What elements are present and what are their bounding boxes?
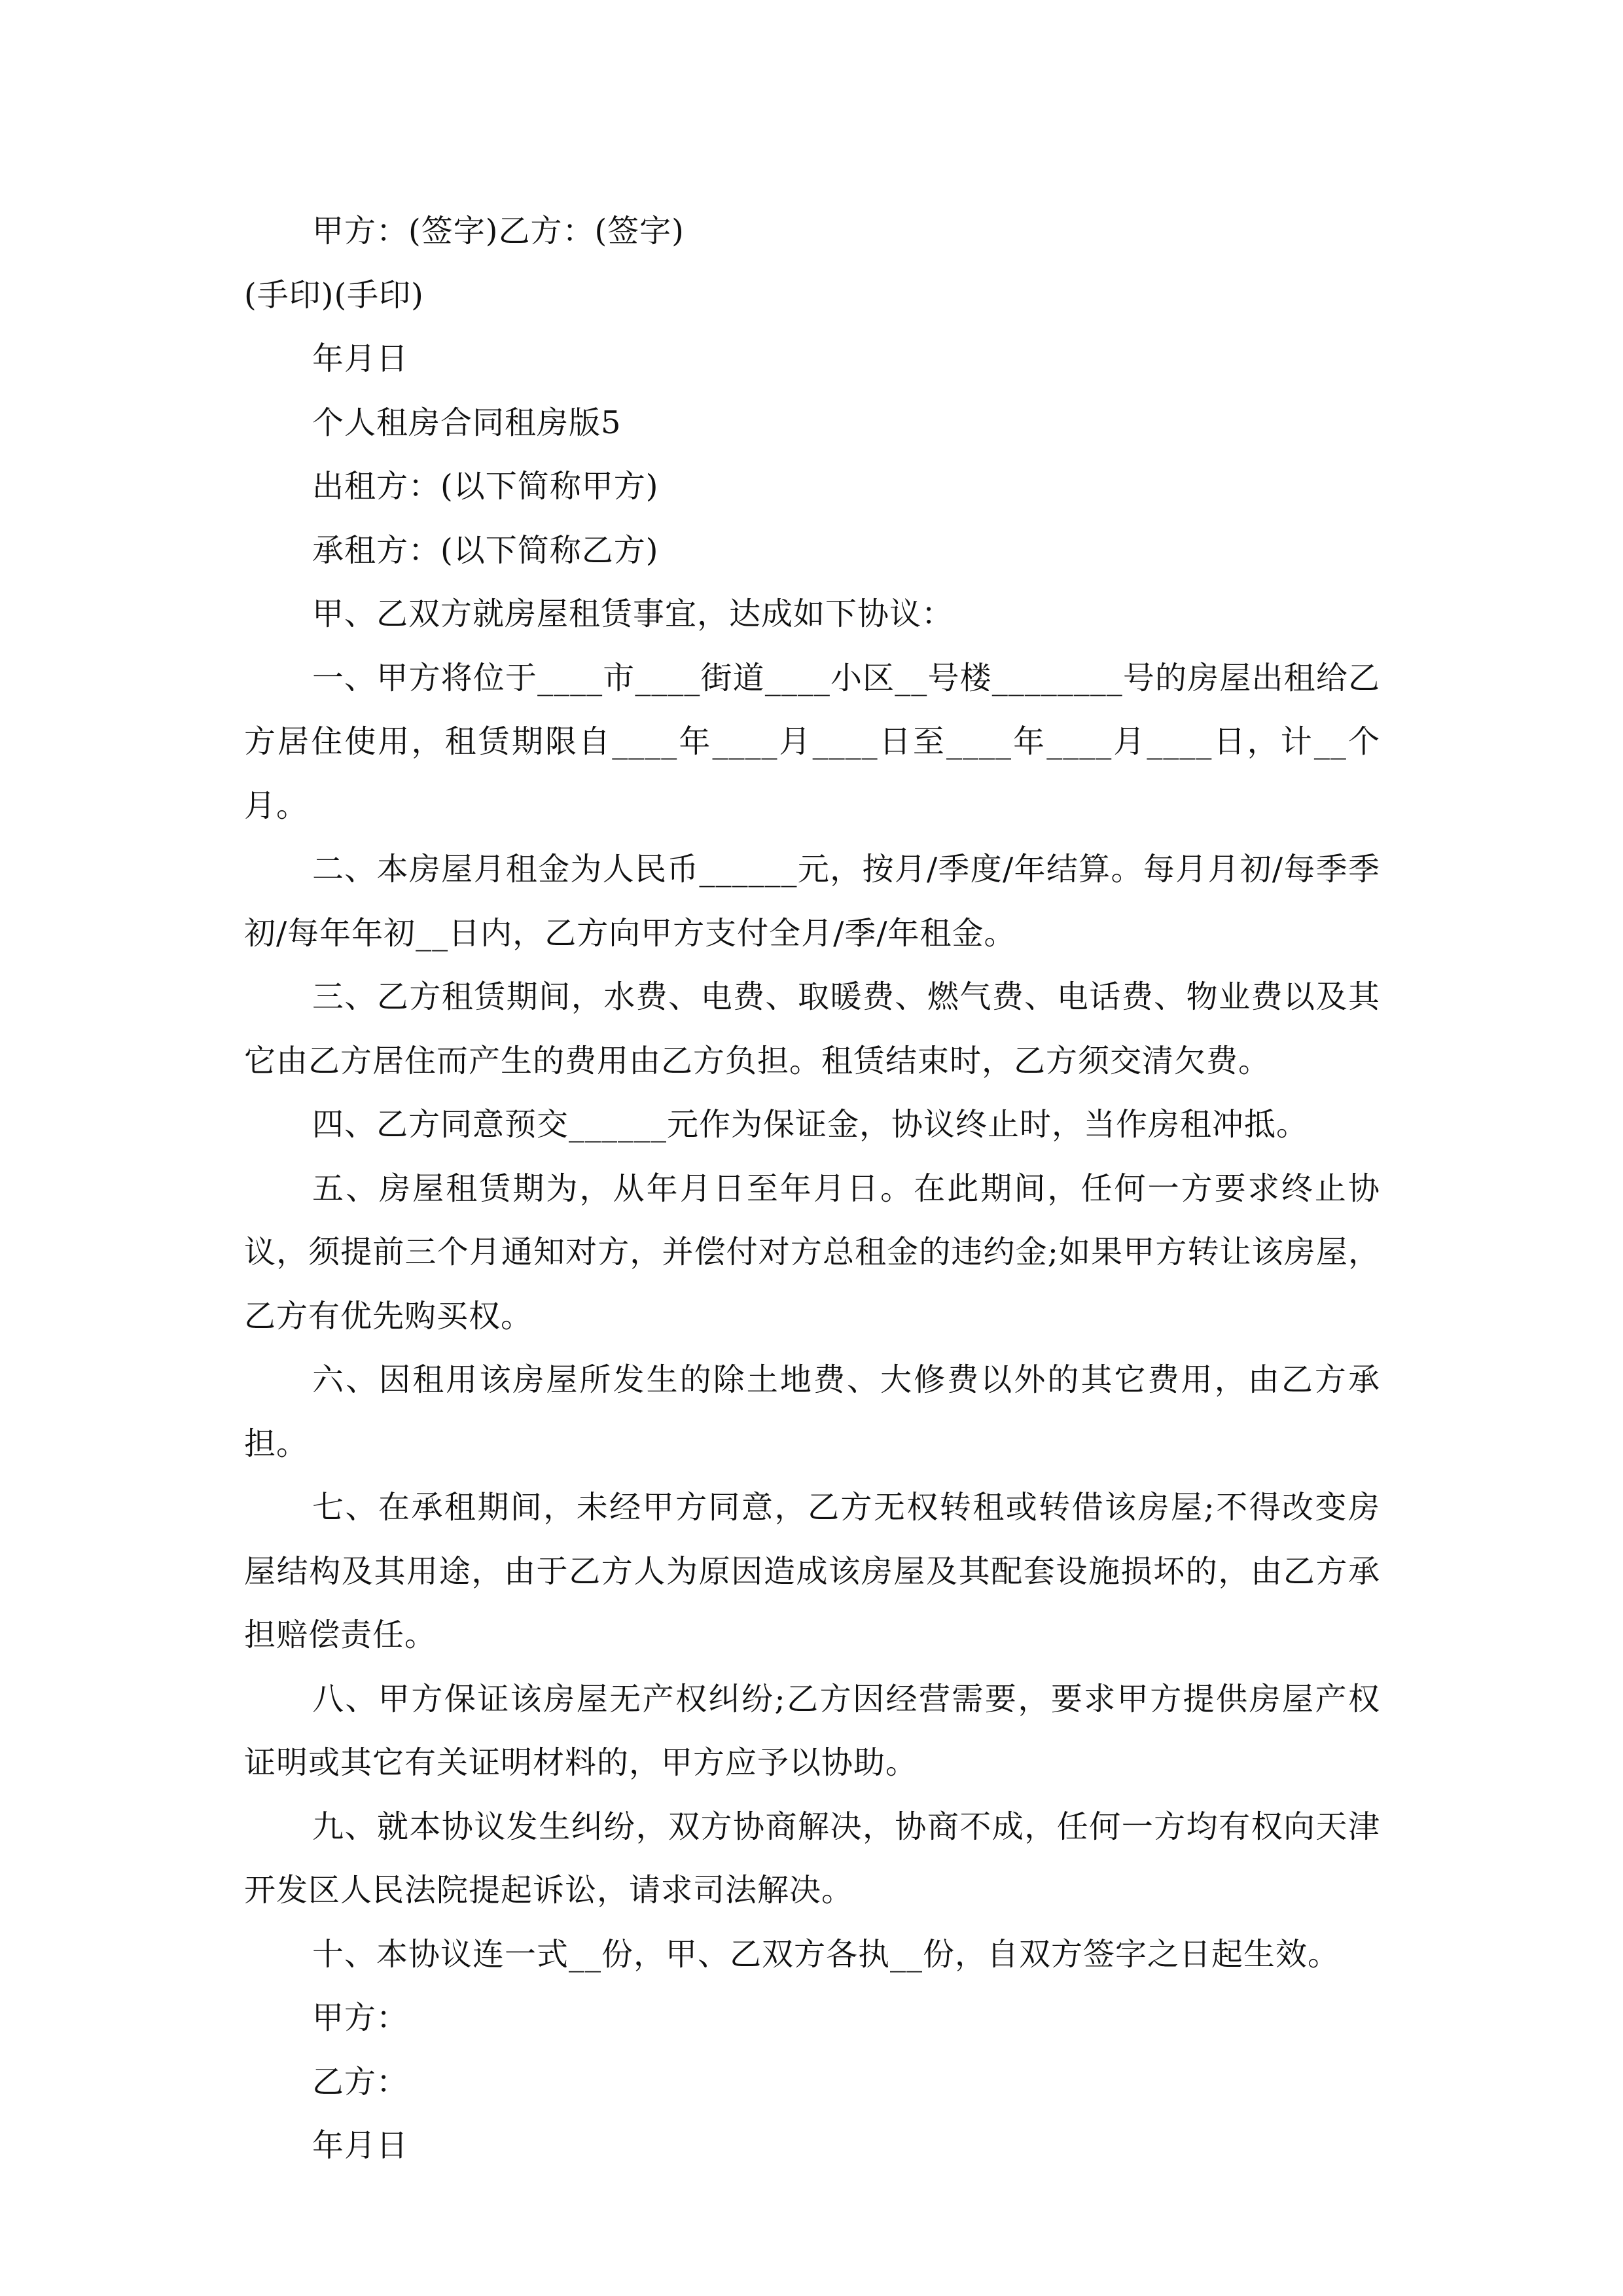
clause-5: 五、房屋租赁期为，从年月日至年月日。在此期间，任何一方要求终止协议，须提前三个月通知对方，并偿付对方总租金的违约金;如果甲方转让该房屋，乙方有优先购买权。 <box>244 1170 1380 1335</box>
clause-9: 九、就本协议发生纠纷，双方协商解决，协商不成，任何一方均有权向天津开发区人民法院提起诉讼，请求司法解决。 <box>244 1808 1380 1909</box>
signature-line-top: 甲方：(签字)乙方：(签字) <box>312 213 685 249</box>
document-body <box>244 200 1380 2178</box>
party-b-signature: 乙方： <box>312 2063 409 2100</box>
handprint-line-top: (手印)(手印) <box>244 276 424 314</box>
clause-3: 三、乙方租赁期间，水费、电费、取暖费、燃气费、电话费、物业费以及其它由乙方居住而产生的费用由乙方负担。租赁结束时，乙方须交清欠费。 <box>244 978 1380 1079</box>
clause-1: 一、甲方将位于____市____街道____小区__号楼________号的房屋出租给乙方居住使用，租赁期限自____年____月____日至____年____月____日，计__个月。 <box>244 659 1380 824</box>
lessee-line: 承租方：(以下简称乙方) <box>312 531 659 569</box>
clause-2: 二、本房屋月租金为人民币______元，按月/季度/年结算。每月月初/每季季初/每年年初__日内，乙方向甲方支付全月/季/年租金。 <box>244 851 1380 952</box>
clause-7: 七、在承租期间，未经甲方同意，乙方无权转租或转借该房屋;不得改变房屋结构及其用途，由于乙方人为原因造成该房屋及其配套设施损坏的，由乙方承担赔偿责任。 <box>244 1489 1380 1653</box>
contract-title: 个人租房合同租房版5 <box>312 404 622 441</box>
clause-8: 八、甲方保证该房屋无产权纠纷;乙方因经营需要，要求甲方提供房屋产权证明或其它有关证明材料的，甲方应予以协助。 <box>244 1680 1380 1781</box>
date-line-bottom: 年月日 <box>312 2127 409 2164</box>
clause-6: 六、因租用该房屋所发生的除土地费、大修费以外的其它费用，由乙方承担。 <box>244 1361 1380 1462</box>
agreement-intro: 甲、乙双方就房屋租赁事宜，达成如下协议： <box>312 596 954 632</box>
party-a-signature: 甲方： <box>312 2000 409 2036</box>
clause-4: 四、乙方同意预交______元作为保证金，协议终止时，当作房租冲抵。 <box>312 1106 1309 1143</box>
lessor-line: 出租方：(以下简称甲方) <box>312 468 659 505</box>
clause-10: 十、本协议连一式__份，甲、乙双方各执__份，自双方签字之日起生效。 <box>312 1935 1340 1973</box>
date-line-top: 年月日 <box>312 340 409 377</box>
